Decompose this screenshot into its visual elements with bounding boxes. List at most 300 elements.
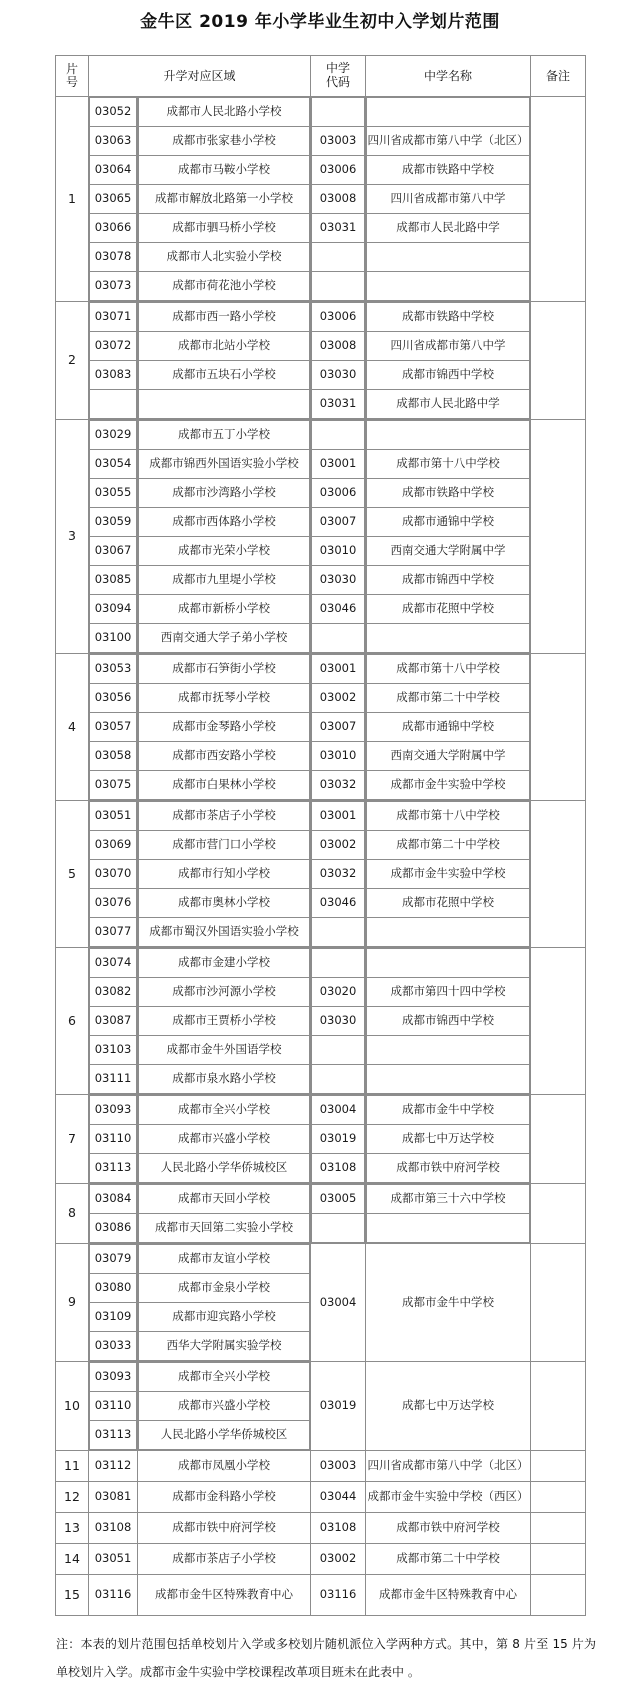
primary-school-name-value: 成都市马鞍小学校 <box>139 156 310 185</box>
middle-school-code-value <box>312 624 365 653</box>
middle-school-code-value: 03001 <box>312 802 365 831</box>
middle-school-code-value: 03030 <box>312 1007 365 1036</box>
list-item <box>312 742 365 771</box>
list-item <box>312 1065 365 1094</box>
zone-number: 1 <box>56 97 89 302</box>
primary-school-code-value: 03033 <box>90 1332 137 1361</box>
list-item <box>90 332 137 361</box>
list-item <box>367 713 530 742</box>
list-item <box>367 595 530 624</box>
middle-school-code-value: 03003 <box>312 127 365 156</box>
list-item <box>312 1007 365 1036</box>
list-item <box>312 1214 365 1243</box>
middle-school-name-value: 成都市锦西中学校 <box>367 361 530 390</box>
list-item <box>367 508 530 537</box>
list-item <box>90 479 137 508</box>
primary-school-name-value: 成都市茶店子小学校 <box>139 802 310 831</box>
remark <box>531 1544 586 1575</box>
list-item <box>90 918 137 947</box>
primary-school-name-value: 成都市王贾桥小学校 <box>139 1007 310 1036</box>
list-item <box>90 949 137 978</box>
list-item <box>367 831 530 860</box>
middle-school-code-value: 03008 <box>312 332 365 361</box>
list-item <box>139 713 310 742</box>
primary-school-name: 成都市茶店子小学校 <box>138 1544 311 1575</box>
primary-school-name-value <box>139 390 310 419</box>
primary-code-group <box>89 1095 138 1184</box>
middle-school-name-value: 成都市花照中学校 <box>367 595 530 624</box>
primary-school-code-value: 03109 <box>90 1303 137 1332</box>
list-item <box>139 450 310 479</box>
list-item <box>312 624 365 653</box>
list-item <box>139 1096 310 1125</box>
list-item <box>139 303 310 332</box>
middle-school-name: 成都市铁中府河学校 <box>366 1513 531 1544</box>
middle-school-name <box>366 948 530 1094</box>
list-item <box>139 1274 310 1303</box>
remark <box>531 1451 586 1482</box>
list-item <box>139 978 310 1007</box>
list-item <box>312 537 365 566</box>
primary-school-code <box>89 302 137 419</box>
list-item <box>367 655 530 684</box>
list-item <box>312 1185 365 1214</box>
middle-school-name-value: 四川省成都市第八中学 <box>367 332 530 361</box>
primary-school-name-value: 成都市迎宾路小学校 <box>139 1303 310 1332</box>
table-row <box>56 1575 586 1616</box>
middle-school-name-value: 成都市铁中府河学校 <box>367 1154 530 1183</box>
primary-name-group <box>138 1184 311 1244</box>
middle-school-name-value <box>367 1065 530 1094</box>
table-row <box>56 1362 586 1451</box>
middle-name-group <box>366 654 531 801</box>
middle-school-name-value <box>367 243 530 272</box>
middle-school-name-value: 成都市第二十中学校 <box>367 684 530 713</box>
list-item <box>139 1185 310 1214</box>
primary-school-code-value: 03073 <box>90 272 137 301</box>
list-item <box>312 272 365 301</box>
list-item <box>139 655 310 684</box>
middle-school-name-value: 四川省成都市第八中学（北区） <box>367 127 530 156</box>
middle-school-name: 四川省成都市第八中学（北区） <box>366 1451 531 1482</box>
primary-school-code-value: 03076 <box>90 889 137 918</box>
middle-school-name-value <box>367 1036 530 1065</box>
middle-school-code <box>311 97 365 301</box>
remark <box>531 1482 586 1513</box>
primary-school-name: 成都市金科路小学校 <box>138 1482 311 1513</box>
list-item <box>367 566 530 595</box>
primary-school-name-value: 成都市西一路小学校 <box>139 303 310 332</box>
list-item <box>312 156 365 185</box>
list-item <box>139 508 310 537</box>
zone-number: 7 <box>56 1095 89 1184</box>
middle-school-name <box>366 1184 530 1243</box>
primary-name-group <box>138 948 311 1095</box>
header-middle-code <box>311 56 366 97</box>
middle-school-code-value: 03020 <box>312 978 365 1007</box>
middle-school-name-value: 成都市铁路中学校 <box>367 479 530 508</box>
primary-school-name-value: 成都市人北实验小学校 <box>139 243 310 272</box>
list-item <box>90 1421 137 1450</box>
primary-school-code-value: 03054 <box>90 450 137 479</box>
primary-school-code-value: 03070 <box>90 860 137 889</box>
list-item <box>367 537 530 566</box>
list-item <box>367 742 530 771</box>
list-item <box>312 98 365 127</box>
school-zone-table <box>55 55 586 1616</box>
list-item <box>139 566 310 595</box>
primary-school-code-value: 03094 <box>90 595 137 624</box>
primary-school-name-value: 成都市西安路小学校 <box>139 742 310 771</box>
list-item <box>139 684 310 713</box>
list-item <box>139 537 310 566</box>
table-row <box>56 1184 586 1244</box>
middle-school-name-value: 成都市锦西中学校 <box>367 566 530 595</box>
primary-school-code-value: 03058 <box>90 742 137 771</box>
middle-school-code-value: 03030 <box>312 361 365 390</box>
list-item <box>312 860 365 889</box>
middle-school-name-value: 成都市花照中学校 <box>367 889 530 918</box>
list-item <box>90 1185 137 1214</box>
list-item <box>90 802 137 831</box>
middle-school-name-value: 成都市通锦中学校 <box>367 713 530 742</box>
list-item <box>139 332 310 361</box>
middle-school-code-value <box>312 918 365 947</box>
header-zone-line2: 号 <box>65 75 78 89</box>
middle-school-name: 成都市金牛实验中学校（西区） <box>366 1482 531 1513</box>
list-item <box>139 918 310 947</box>
middle-school-code-value: 03108 <box>312 1154 365 1183</box>
middle-name-group <box>366 1095 531 1184</box>
primary-school-code-value: 03066 <box>90 214 137 243</box>
list-item <box>90 566 137 595</box>
primary-school-name-value: 人民北路小学华侨城校区 <box>139 1421 310 1450</box>
list-item <box>90 450 137 479</box>
list-item <box>367 802 530 831</box>
middle-school-code <box>311 1095 365 1183</box>
header-zone <box>56 56 89 97</box>
list-item <box>367 127 530 156</box>
primary-school-name-value: 成都市金泉小学校 <box>139 1274 310 1303</box>
list-item <box>139 1036 310 1065</box>
primary-school-name-value: 成都市张家巷小学校 <box>139 127 310 156</box>
middle-school-name-value: 成都市第二十中学校 <box>367 831 530 860</box>
middle-name-group <box>366 302 531 420</box>
middle-school-code-value: 03007 <box>312 508 365 537</box>
primary-school-code-value: 03083 <box>90 361 137 390</box>
primary-code-group <box>89 1244 138 1362</box>
primary-code-group <box>89 948 138 1095</box>
primary-school-code-value: 03093 <box>90 1363 137 1392</box>
list-item <box>312 802 365 831</box>
primary-school-name-value: 成都市解放北路第一小学校 <box>139 185 310 214</box>
primary-school-name-value: 成都市锦西外国语实验小学校 <box>139 450 310 479</box>
list-item <box>367 624 530 653</box>
list-item <box>90 1154 137 1183</box>
middle-code-group <box>311 1184 366 1244</box>
middle-code-group <box>311 420 366 654</box>
list-item <box>312 332 365 361</box>
primary-school-code-value: 03059 <box>90 508 137 537</box>
middle-school-name-value <box>367 949 530 978</box>
list-item <box>139 98 310 127</box>
list-item <box>139 802 310 831</box>
list-item <box>139 127 310 156</box>
primary-school-name-value: 成都市新桥小学校 <box>139 595 310 624</box>
list-item <box>312 1036 365 1065</box>
primary-school-code <box>89 1362 137 1450</box>
list-item <box>312 566 365 595</box>
list-item <box>367 332 530 361</box>
header-row <box>56 56 586 97</box>
list-item <box>312 889 365 918</box>
list-item <box>139 1392 310 1421</box>
primary-school-name-value: 成都市营门口小学校 <box>139 831 310 860</box>
list-item <box>367 684 530 713</box>
list-item <box>367 390 530 419</box>
list-item <box>90 1392 137 1421</box>
primary-school-name-value: 成都市金建小学校 <box>139 949 310 978</box>
primary-name-group <box>138 97 311 302</box>
primary-school-code <box>89 1184 137 1243</box>
list-item <box>312 978 365 1007</box>
list-item <box>90 1007 137 1036</box>
middle-school-code: 03019 <box>311 1362 366 1451</box>
middle-school-code-value <box>312 421 365 450</box>
middle-school-name-value: 成都市金牛实验中学校 <box>367 860 530 889</box>
list-item <box>312 127 365 156</box>
primary-school-name-value: 成都市行知小学校 <box>139 860 310 889</box>
zone-number: 6 <box>56 948 89 1095</box>
middle-school-name-value: 成都七中万达学校 <box>367 1125 530 1154</box>
primary-school-code-value <box>90 390 137 419</box>
list-item <box>367 918 530 947</box>
primary-school-code-value: 03087 <box>90 1007 137 1036</box>
primary-school-name-value: 成都市驷马桥小学校 <box>139 214 310 243</box>
list-item <box>139 1125 310 1154</box>
list-item <box>139 1363 310 1392</box>
zone-number: 10 <box>56 1362 89 1451</box>
primary-school-name-value: 成都市金牛外国语学校 <box>139 1036 310 1065</box>
list-item <box>139 771 310 800</box>
list-item <box>312 713 365 742</box>
primary-school-name-value: 成都市西体路小学校 <box>139 508 310 537</box>
list-item <box>367 1065 530 1094</box>
middle-school-code-value <box>312 243 365 272</box>
primary-school-name-value: 成都市抚琴小学校 <box>139 684 310 713</box>
zone-number: 15 <box>56 1575 89 1616</box>
primary-school-name-value: 成都市九里堤小学校 <box>139 566 310 595</box>
list-item <box>139 390 310 419</box>
primary-school-code-value: 03086 <box>90 1214 137 1243</box>
list-item <box>90 1065 137 1094</box>
remark <box>531 1513 586 1544</box>
middle-code-group <box>311 801 366 948</box>
primary-school-code-value: 03100 <box>90 624 137 653</box>
primary-school-name <box>138 1184 310 1243</box>
middle-school-name-value: 四川省成都市第八中学 <box>367 185 530 214</box>
list-item <box>90 1363 137 1392</box>
list-item <box>139 860 310 889</box>
middle-school-name-value: 成都市金牛中学校 <box>367 1096 530 1125</box>
primary-school-code-value: 03052 <box>90 98 137 127</box>
primary-school-code: 03112 <box>89 1451 138 1482</box>
table-body <box>56 97 586 1616</box>
list-item <box>90 742 137 771</box>
primary-school-name-value: 人民北路小学华侨城校区 <box>139 1154 310 1183</box>
list-item <box>367 303 530 332</box>
primary-school-code <box>89 948 137 1094</box>
primary-school-code: 03108 <box>89 1513 138 1544</box>
list-item <box>90 156 137 185</box>
list-item <box>139 214 310 243</box>
table-row <box>56 1482 586 1513</box>
middle-school-name-value: 成都市人民北路中学 <box>367 390 530 419</box>
primary-school-name-value: 成都市全兴小学校 <box>139 1363 310 1392</box>
middle-school-code-value: 03019 <box>312 1125 365 1154</box>
list-item <box>90 185 137 214</box>
table-row <box>56 1095 586 1184</box>
list-item <box>312 214 365 243</box>
middle-name-group <box>366 420 531 654</box>
list-item <box>312 421 365 450</box>
middle-school-name-value <box>367 421 530 450</box>
middle-school-name-value: 成都市第十八中学校 <box>367 655 530 684</box>
middle-school-name-value: 成都市第四十四中学校 <box>367 978 530 1007</box>
list-item <box>312 684 365 713</box>
list-item <box>312 450 365 479</box>
list-item <box>367 1185 530 1214</box>
middle-school-name: 成都市第二十中学校 <box>366 1544 531 1575</box>
list-item <box>90 421 137 450</box>
middle-school-code-value: 03030 <box>312 566 365 595</box>
primary-code-group <box>89 654 138 801</box>
primary-school-code-value: 03055 <box>90 479 137 508</box>
middle-school-name-value: 成都市铁路中学校 <box>367 156 530 185</box>
primary-school-code-value: 03080 <box>90 1274 137 1303</box>
primary-school-name-value: 成都市人民北路小学校 <box>139 98 310 127</box>
primary-school-code-value: 03064 <box>90 156 137 185</box>
primary-school-name-value: 成都市荷花池小学校 <box>139 272 310 301</box>
remark <box>531 302 586 420</box>
list-item <box>90 1036 137 1065</box>
list-item <box>139 1245 310 1274</box>
primary-name-group <box>138 302 311 420</box>
header-note: 备注 <box>531 56 586 97</box>
primary-school-code-value: 03029 <box>90 421 137 450</box>
zone-number: 12 <box>56 1482 89 1513</box>
middle-school-code <box>311 420 365 653</box>
list-item <box>90 127 137 156</box>
primary-school-code-value: 03084 <box>90 1185 137 1214</box>
zone-number: 4 <box>56 654 89 801</box>
middle-school-code-value: 03010 <box>312 537 365 566</box>
primary-school-name-value: 成都市五块石小学校 <box>139 361 310 390</box>
list-item <box>90 390 137 419</box>
primary-school-code <box>89 801 137 947</box>
primary-school-name: 成都市铁中府河学校 <box>138 1513 311 1544</box>
primary-school-name <box>138 1095 310 1183</box>
list-item <box>367 243 530 272</box>
middle-school-code-value <box>312 272 365 301</box>
list-item <box>367 421 530 450</box>
primary-name-group <box>138 1095 311 1184</box>
list-item <box>139 624 310 653</box>
middle-school-code-value: 03008 <box>312 185 365 214</box>
middle-school-code <box>311 801 365 947</box>
primary-school-code-value: 03075 <box>90 771 137 800</box>
list-item <box>312 655 365 684</box>
table-row <box>56 1451 586 1482</box>
primary-school-name: 成都市凤凰小学校 <box>138 1451 311 1482</box>
list-item <box>139 156 310 185</box>
list-item <box>367 479 530 508</box>
primary-school-code-value: 03071 <box>90 303 137 332</box>
primary-school-code-value: 03111 <box>90 1065 137 1094</box>
primary-school-code-value: 03113 <box>90 1421 137 1450</box>
middle-school-code-value: 03046 <box>312 595 365 624</box>
middle-school-code-value: 03005 <box>312 1185 365 1214</box>
middle-school-name-value <box>367 272 530 301</box>
list-item <box>139 1007 310 1036</box>
middle-school-code: 03108 <box>311 1513 366 1544</box>
remark <box>531 97 586 302</box>
middle-school-code-value: 03001 <box>312 655 365 684</box>
list-item <box>367 450 530 479</box>
primary-school-name-value: 成都市天回小学校 <box>139 1185 310 1214</box>
list-item <box>90 831 137 860</box>
list-item <box>139 1303 310 1332</box>
middle-school-name <box>366 420 530 653</box>
middle-school-name-value: 成都市金牛实验中学校 <box>367 771 530 800</box>
list-item <box>367 185 530 214</box>
list-item <box>312 831 365 860</box>
table-row <box>56 420 586 654</box>
list-item <box>312 949 365 978</box>
remark <box>531 1184 586 1244</box>
remark <box>531 1095 586 1184</box>
primary-school-code: 03051 <box>89 1544 138 1575</box>
middle-school-code <box>311 1184 365 1243</box>
middle-code-group <box>311 948 366 1095</box>
list-item <box>367 1154 530 1183</box>
list-item <box>90 508 137 537</box>
primary-school-code-value: 03077 <box>90 918 137 947</box>
list-item <box>90 860 137 889</box>
middle-school-code-value: 03046 <box>312 889 365 918</box>
zone-number: 13 <box>56 1513 89 1544</box>
middle-school-name-value <box>367 98 530 127</box>
middle-school-code-value: 03006 <box>312 479 365 508</box>
list-item <box>90 1125 137 1154</box>
list-item <box>367 771 530 800</box>
primary-school-code-value: 03051 <box>90 802 137 831</box>
list-item <box>90 889 137 918</box>
middle-school-name <box>366 97 530 301</box>
list-item <box>312 390 365 419</box>
list-item <box>90 303 137 332</box>
primary-school-code-value: 03103 <box>90 1036 137 1065</box>
primary-name-group <box>138 801 311 948</box>
list-item <box>90 1303 137 1332</box>
list-item <box>312 185 365 214</box>
list-item <box>312 508 365 537</box>
zone-number: 11 <box>56 1451 89 1482</box>
primary-code-group <box>89 801 138 948</box>
list-item <box>312 771 365 800</box>
primary-code-group <box>89 420 138 654</box>
primary-school-name-value: 成都市沙湾路小学校 <box>139 479 310 508</box>
